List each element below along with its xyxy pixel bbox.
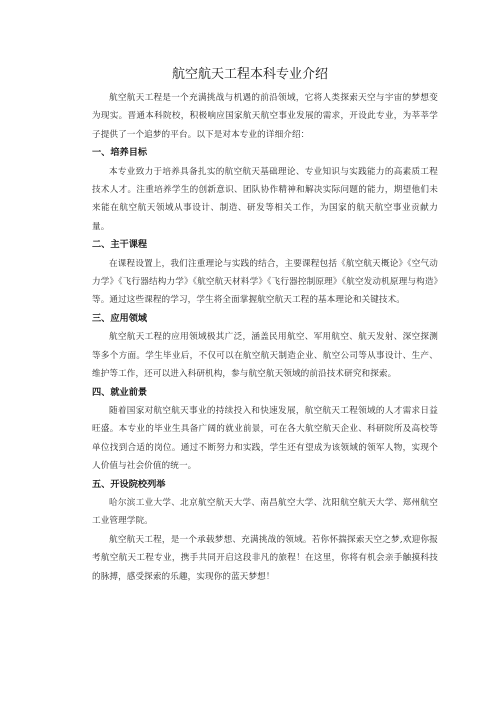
section-employment-prospects (92, 384, 438, 476)
section-heading: 一、培养目标 (92, 147, 148, 159)
section-body: 随着国家对航空航天事业的持续投入和快速发展，航空航天工程领域的人才需求日益旺盛。本专业的毕业生具备广阔的就业前景，可在各大航空航天企业、科研院所及高校等单位找到合适的岗位。通过不断努力和实践，学生还有望成为该领域的领军人物，实现个人价值与社会价值的统一。 (92, 405, 438, 472)
section-core-courses (92, 236, 438, 310)
section-training-goals (92, 144, 438, 236)
closing-paragraph: 航空航天工程，是一个承载梦想、充满挑战的领域。若你怀揣探索天空之梦,欢迎你报考航空航天工程专业，携手共同开启这段非凡的旅程！在这里，你将有机会亲手触摸科技的脉搏，感受探索的乐趣，实现你的蓝天梦想！ (92, 534, 438, 582)
section-heading: 五、开设院校列举 (92, 478, 166, 490)
section-body: 哈尔滨工业大学、北京航空航天大学、南昌航空大学、沈阳航空航天大学、郑州航空工业管理学院。 (92, 497, 438, 527)
section-heading: 四、就业前景 (92, 386, 148, 398)
section-body: 在课程设置上，我们注重理论与实践的结合，主要课程包括《航空航天概论》《空气动力学》《飞行器结构力学》《航空航天材料学》《飞行器控制原理》《航空发动机原理与构造》等。通过这些课程的学习，学生将全面掌握航空航天工程的基本理论和关键技术。 (92, 258, 438, 306)
section-heading: 三、应用领域 (92, 312, 148, 324)
section-body: 本专业致力于培养具备扎实的航空航天基础理论、专业知识与实践能力的高素质工程技术人才。注重培养学生的创新意识、团队协作精神和解决实际问题的能力，期望他们未来能在航空航天领域从事设计、制造、研发等相关工作，为国家的航天航空事业贡献力量。 (92, 166, 438, 232)
section-universities (92, 476, 438, 531)
section-body: 航空航天工程的应用领域极其广泛，涵盖民用航空、军用航空、航天发射、深空探测等多个方面。学生毕业后，不仅可以在航空航天制造企业、航空公司等从事设计、生产、维护等工作，还可以进入科研机构，参与航空航天领域的前沿技术研究和探索。 (92, 332, 438, 380)
intro-paragraph: 航空航天工程是一个充满挑战与机遇的前沿领域，它将人类探索天空与宇宙的梦想变为现实。晋通本科院校，积极响应国家航天航空事业发展的需求，开设此专业，为莘莘学子提供了一个追梦的平台。以下是对本专业的详细介绍： (92, 93, 438, 140)
document-title: 航空航天工程本科专业介绍 (171, 67, 328, 82)
section-application-fields (92, 310, 438, 384)
section-heading: 二、主干课程 (92, 239, 148, 251)
